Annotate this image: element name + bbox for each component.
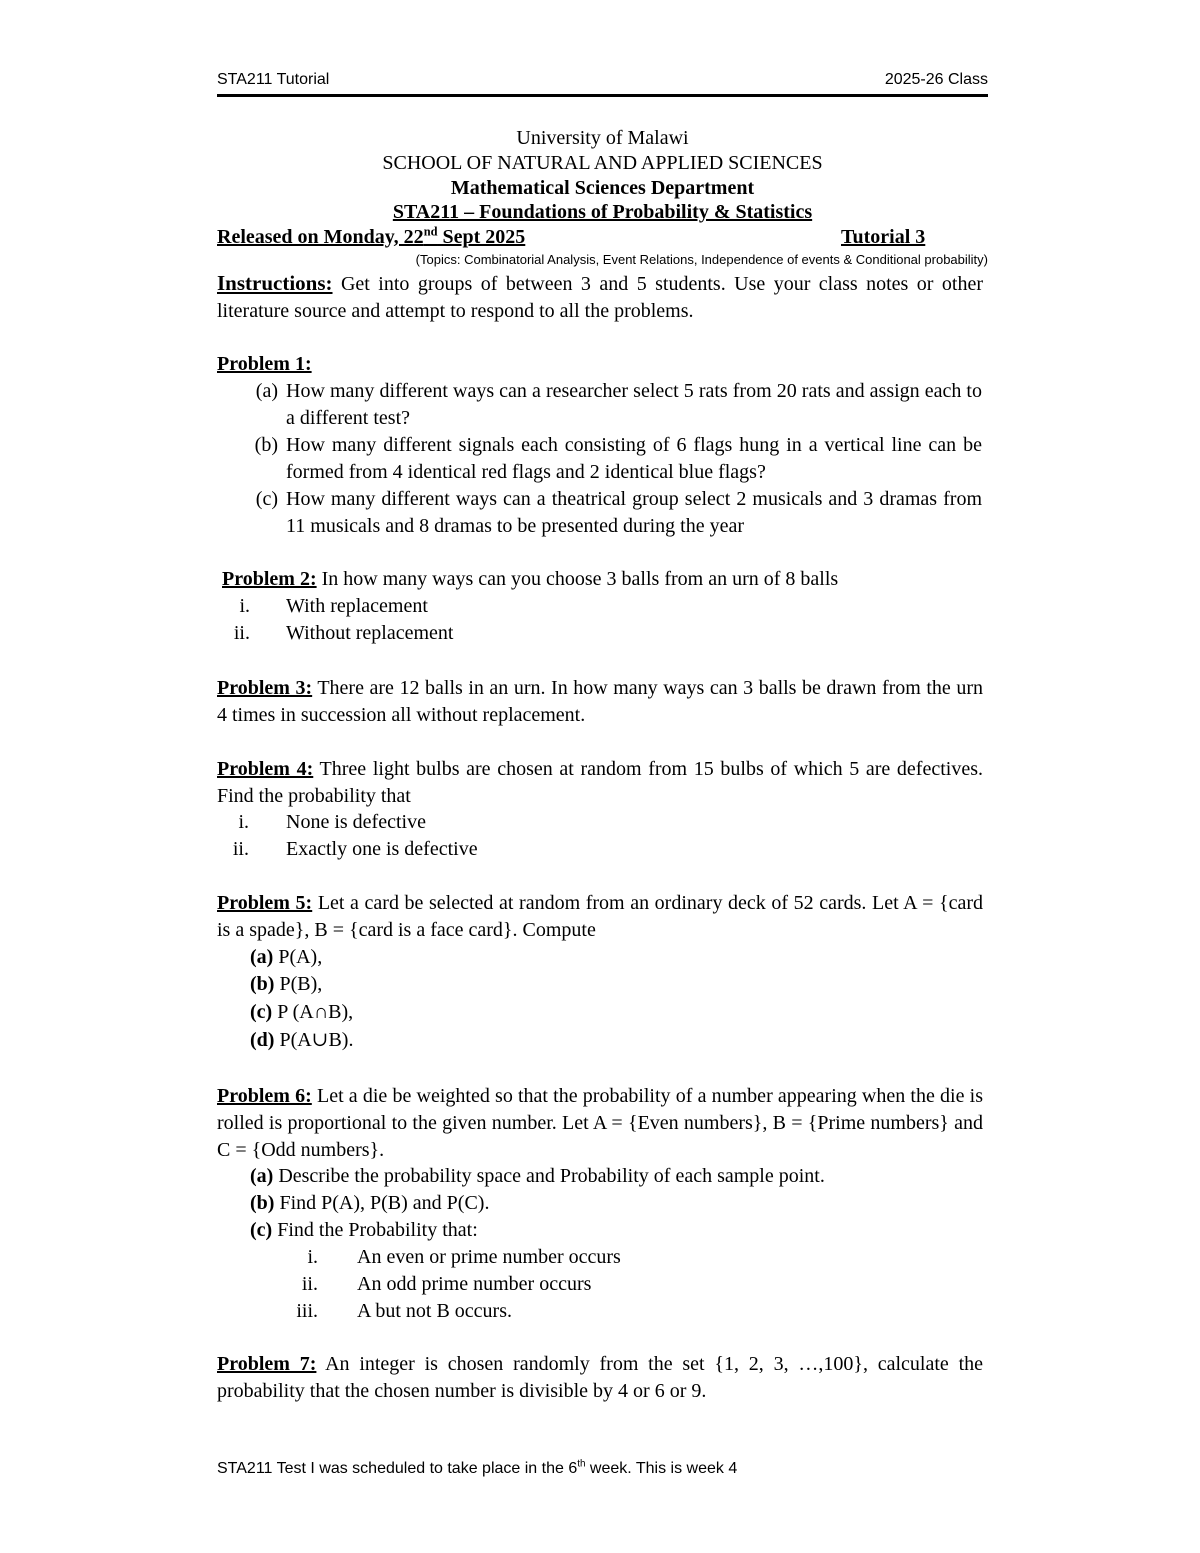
header-course: STA211 Tutorial xyxy=(217,71,330,88)
header-rule xyxy=(217,94,988,97)
course-title: STA211 – Foundations of Probability & Statistics xyxy=(392,201,813,223)
problem-5-item-d: (d) P(A∪B). xyxy=(250,1029,354,1051)
problem-6-item-a: (a) Describe the probability space and Probability of each sample point. xyxy=(250,1165,825,1187)
instructions: Instructions: Get into groups of between 3 and 5 students. Use your class notes or other literature source and attempt to respond to all the problems. xyxy=(217,271,983,322)
problem-5-item-b: (b) P(B), xyxy=(250,973,323,995)
header-class: 2025-26 Class xyxy=(884,71,988,88)
instructions-label: Instructions: xyxy=(217,271,333,295)
running-header xyxy=(217,71,988,93)
problem-4: Problem 4: Three light bulbs are chosen at random from 15 bulbs of which 5 are defectives. Find the probability that xyxy=(217,758,983,807)
footer-note: STA211 Test I was scheduled to take place in the 6th week. This is week 4 xyxy=(217,1458,738,1477)
problem-6: Problem 6: Let a die be weighted so that the probability of a number appearing when the die is rolled is proportional to the given number. Let A = {Even numbers}, B = {Prime numbers} and C = {Odd numbers}. xyxy=(217,1085,984,1161)
document-page: STA211 Tutorial 2025-26 Class University of Malawi SCHOOL OF NATURAL AND APPLIED SCIENCES Mathematical Sciences Department STA211 – Foundations of Probability & Statistics Released on Monday, 22nd Sept 2025 Tutorial 3 (Topics: Combinatorial Analysis, Event Relations, Independence of events & Conditional probability) Instructions: Get into groups of between 3 and 5 students. Use your class notes or other literature source and attempt to respond to all the problems. Problem 1: (a) How many different ways can a researcher select 5 rats from 20 rats and assign each to a different test? (b) How many different signals each consisting of 6 flags hung in a vertical line can be formed from 4 identical red flags and 2 identical blue flags? (c) How many different ways can a theatrical group select 2 musicals and 3 dramas from 11 musicals and 8 dramas to be presented during the year Problem 2: In how many ways can you choose 3 balls from an urn of 8 balls i. With replacement ii. Without replacement Problem 3: There are 12 balls in an urn. In how many ways can 3 balls be drawn from the urn 4 times in succession all without replacement. Problem 4: Three light bulbs are chosen at random from 15 bulbs of which 5 are defectives. Find the probability that i. None is defective ii. Exactly one is defective Problem 5: Let a card be selected at random from an ordinary deck of 52 cards. Let A = {card is a spade}, B = {card is a face card}. Compute (a) P(A), (b) P(B), (c) P (A∩B), (d) P(A∪B). Problem 6: Let a die be weighted so that the probability of a number appearing when the die is rolled is proportional to the given number. Let A = {Even numbers}, B = {Prime numbers} and C = {Odd numbers}. (a) Describe the probability space and Probability of each sample point. (b) Find P(A), P(B) and P(C). (c) Find the Probability that: i. An even or prime number occurs ii. An odd prime number occurs iii. A but not B occurs. Problem 7: An integer is chosen randomly from the set {1, 2, 3, …,100}, calculate the probability that the chosen number is divisible by 4 or 6 or 9. STA211 Test I was scheduled to take place in the 6th week. This is week 4 xyxy=(217,71,988,1477)
school-name: SCHOOL OF NATURAL AND APPLIED SCIENCES xyxy=(382,152,823,174)
university-name: University of Malawi xyxy=(516,127,689,149)
problem-5: Problem 5: Let a card be selected at random from an ordinary deck of 52 cards. Let A = {card is a spade}, B = {card is a face card}. Compute xyxy=(217,892,983,941)
release-date: Released on Monday, 22nd Sept 2025 xyxy=(217,224,526,248)
problem-6-item-c: (c) Find the Probability that: xyxy=(250,1219,478,1241)
department-name: Mathematical Sciences Department xyxy=(450,177,755,199)
problem-6-item-b: (b) Find P(A), P(B) and P(C). xyxy=(250,1192,490,1214)
problem-1-heading: Problem 1: xyxy=(217,353,312,375)
problem-5-item-c: (c) P (A∩B), xyxy=(250,1001,354,1023)
tutorial-number: Tutorial 3 xyxy=(841,226,926,248)
problem-5-item-a: (a) P(A), xyxy=(250,946,323,968)
topics-line: (Topics: Combinatorial Analysis, Event Relations, Independence of events & Conditional probability) xyxy=(415,252,988,267)
problem-2: Problem 2: In how many ways can you choose 3 balls from an urn of 8 balls xyxy=(222,568,839,590)
problem-7: Problem 7: An integer is chosen randomly from the set {1, 2, 3, …,100}, calculate the probability that the chosen number is divisible by 4 or 6 or 9. xyxy=(217,1353,984,1402)
problem-3: Problem 3: There are 12 balls in an urn. In how many ways can 3 balls be drawn from the urn 4 times in succession all without replacement. xyxy=(217,677,984,726)
